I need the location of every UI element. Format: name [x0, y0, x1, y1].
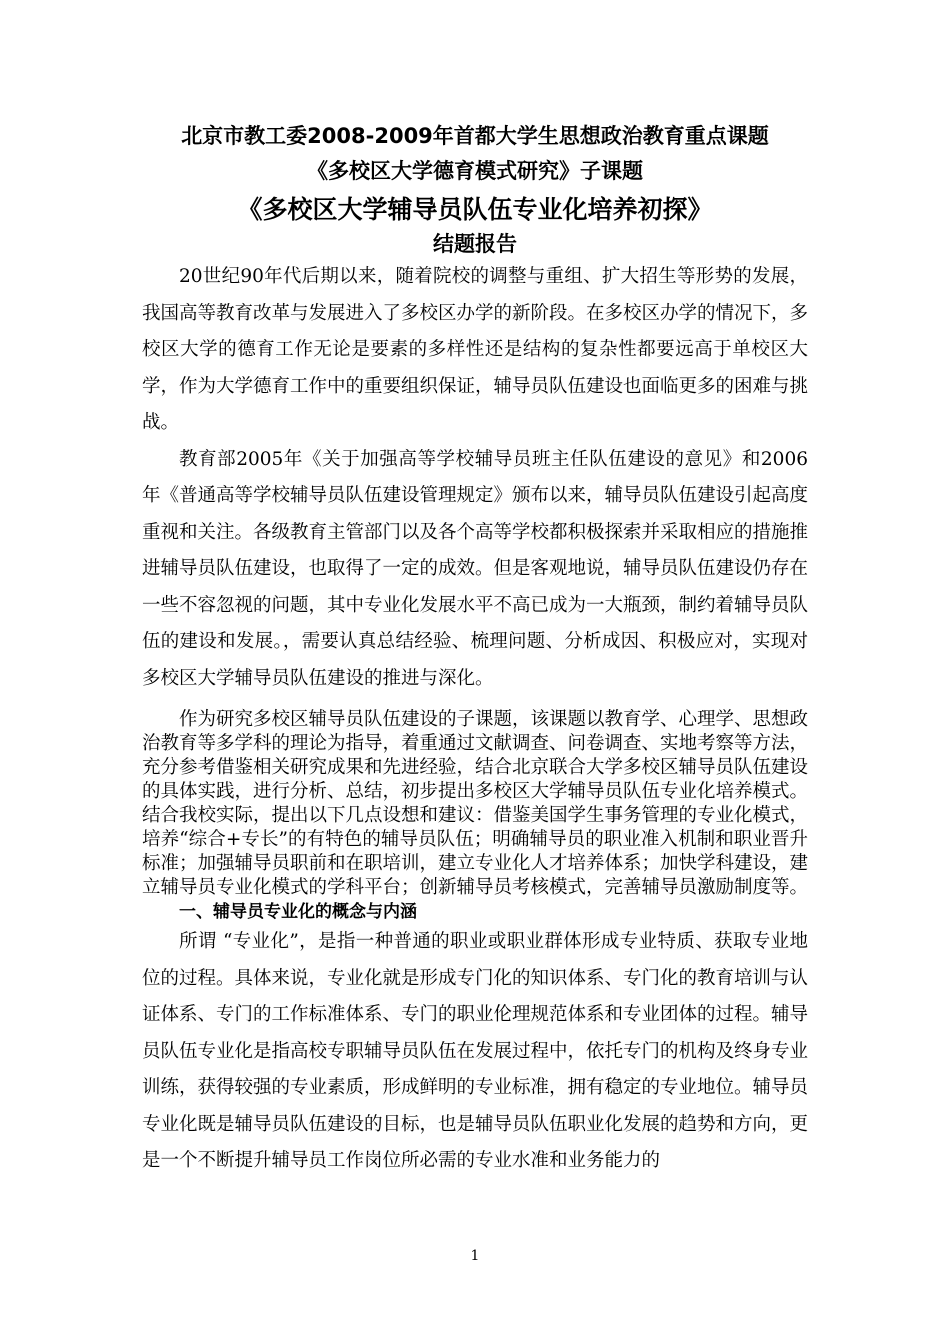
- title-line-2: 《多校区大学德育模式研究》子课题: [307, 159, 643, 183]
- paragraph-2: 教育部2005年《关于加强高等学校辅导员班主任队伍建设的意见》和2006年《普通高等学校辅导员队伍建设管理规定》颁布以来，辅导员队伍建设引起高度重视和关注。各级教育主管部门以及各个高等学校都积极探索并采取相应的措施推进辅导员队伍建设，也取得了一定的成效。但是客观地说，辅导员队伍建设仍存在一些不容忽视的问题，其中专业化发展水平不高已成为一大瓶颈，制约着辅导员队伍的建设和发展。，需要认真总结经验、梳理问题、分析成因、积极应对，实现对多校区大学辅导员队伍建设的推进与深化。: [142, 448, 809, 689]
- body-block-1: [142, 259, 808, 697]
- paragraph-3: 作为研究多校区辅导员队伍建设的子课题，该课题以教育学、心理学、思想政治教育等多学科的理论为指导，着重通过文献调查、问卷调查、实地考察等方法，充分参考借鉴相关研究成果和先进经验，结合北京联合大学多校区辅导员队伍建设的具体实践，进行分析、总结，初步提出多校区大学辅导员队伍专业化培养模式。结合我校实际，提出以下几点设想和建议：借鉴美国学生事务管理的专业化模式，培养“综合+专长”的有特色的辅导员队伍；明确辅导员的职业准入机制和职业晋升标准；加强辅导员职前和在职培训，建立专业化人才培养体系；加快学科建设，建立辅导员专业化模式的学科平台；创新辅导员考核模式，完善辅导员激励制度等。: [142, 709, 809, 898]
- section-paragraph: 所谓 “专业化”，是指一种普通的职业或职业群体形成专业特质、获取专业地位的过程。具体来说，专业化就是形成专门化的知识体系、专门化的教育培训与认证体系、专门的工作标准体系、专门的职业伦理规范体系和专业团体的过程。辅导员队伍专业化是指高校专职辅导员队伍在发展过程中，依托专门的机构及终身专业训练，获得较强的专业素质，形成鲜明的专业标准，拥有稳定的专业地位。辅导员专业化既是辅导员队伍建设的目标，也是辅导员队伍职业化发展的趋势和方向，更是一个不断提升辅导员工作岗位所必需的专业水准和业务能力的: [142, 931, 809, 1171]
- section-heading: 一、辅导员专业化的概念与内涵: [179, 902, 417, 922]
- page-number: 1: [470, 1248, 480, 1264]
- title-line-1: 北京市教工委2008-2009年首都大学生思想政治教育重点课题: [181, 124, 769, 148]
- title-line-4: 结题报告: [433, 232, 517, 256]
- paragraph-1: 20世纪90年代后期以来，随着院校的调整与重组、扩大招生等形势的发展，我国高等教育改革与发展进入了多校区办学的新阶段。在多校区办学的情况下，多校区大学的德育工作无论是要素的多样性还是结构的复杂性都要远高于单校区大学，作为大学德育工作中的重要组织保证，辅导员队伍建设也面临更多的困难与挑战。: [142, 266, 809, 433]
- title-line-3: 《多校区大学辅导员队伍专业化培养初探》: [237, 195, 713, 224]
- body-block-2: [142, 708, 808, 1180]
